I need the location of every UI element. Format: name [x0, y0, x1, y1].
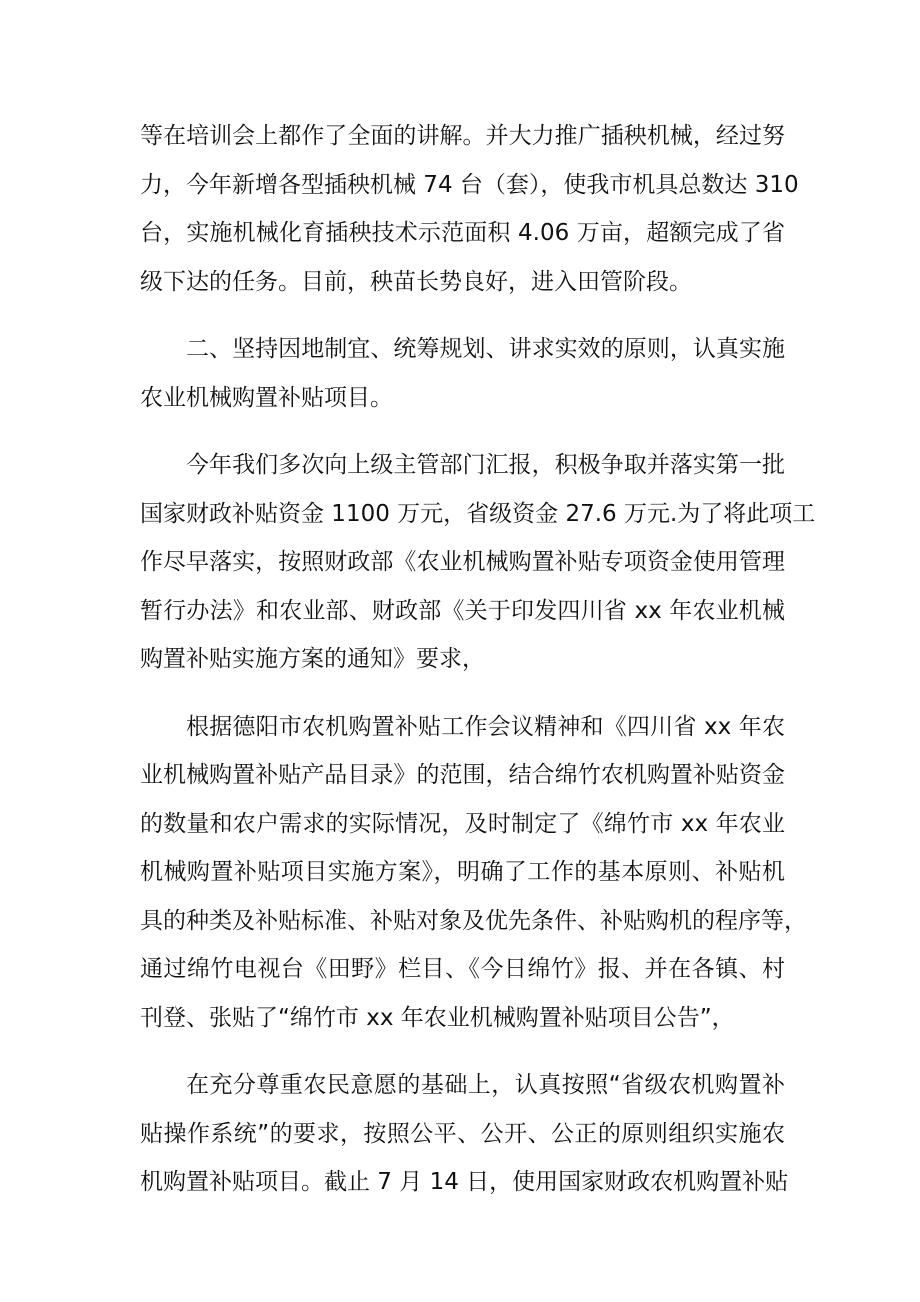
paragraph-3 [140, 441, 816, 684]
document-body [140, 112, 816, 1226]
text-line: 业机械购置补贴产品目录》的范围，结合绵竹农机购置补贴资金 [140, 762, 785, 788]
text-line: 作尽早落实，按照财政部《农业机械购置补贴专项资金使用管理 [140, 549, 785, 575]
text-line: 贴操作系统”的要求，按照公平、公开、公正的原则组织实施农 [140, 1120, 785, 1147]
paragraph-2-section-heading [140, 325, 785, 422]
text-line: 暂行办法》和农业部、财政部《关于印发四川省 xx 年农业机械 [140, 597, 785, 624]
text-line: 二、坚持因地制宜、统筹规划、讲求实效的原则，认真实施 [186, 336, 785, 362]
text-line: 刊登、张贴了“绵竹市 xx 年农业机械购置补贴项目公告”， [140, 1004, 735, 1031]
text-line: 等在培训会上都作了全面的讲解。并大力推广插秧机械，经过努 [140, 123, 785, 149]
text-line: 在充分尊重农民意愿的基础上，认真按照“省级农机购置补 [186, 1072, 785, 1098]
text-line: 今年我们多次向上级主管部门汇报，积极争取并落实第一批 [186, 452, 785, 478]
paragraph-4 [140, 703, 807, 1043]
text-line: 的数量和农户需求的实际情况，及时制定了《绵竹市 xx 年农业 [140, 810, 785, 837]
text-line: 级下达的任务。目前，秧苗长势良好，进入田管阶段。 [140, 268, 692, 295]
text-line: 农业机械购置补贴项目。 [140, 384, 393, 411]
text-line: 机械购置补贴项目实施方案》，明确了工作的基本原则、补贴机 [140, 859, 785, 885]
text-line: 根据德阳市农机购置补贴工作会议精神和《四川省 xx 年农 [186, 713, 785, 740]
text-line: 力，今年新增各型插秧机械 74 台（套），使我市机具总数达 310 [140, 171, 799, 198]
text-line: 具的种类及补贴标准、补贴对象及优先条件、补贴购机的程序等， [140, 907, 807, 934]
paragraph-1 [140, 112, 799, 306]
text-line: 国家财政补贴资金 1100 万元，省级资金 27.6 万元.为了将此项工 [140, 500, 816, 527]
text-line: 通过绵竹电视台《田野》栏目、《今日绵竹》报、并在各镇、村 [140, 956, 785, 982]
text-line: 机购置补贴项目。截止 7 月 14 日，使用国家财政农机购置补贴 [140, 1169, 789, 1195]
paragraph-5 [140, 1061, 789, 1207]
text-line: 台，实施机械化育插秧技术示范面积 4.06 万亩，超额完成了省 [140, 220, 785, 246]
text-line: 购置补贴实施方案的通知》要求， [140, 646, 485, 672]
